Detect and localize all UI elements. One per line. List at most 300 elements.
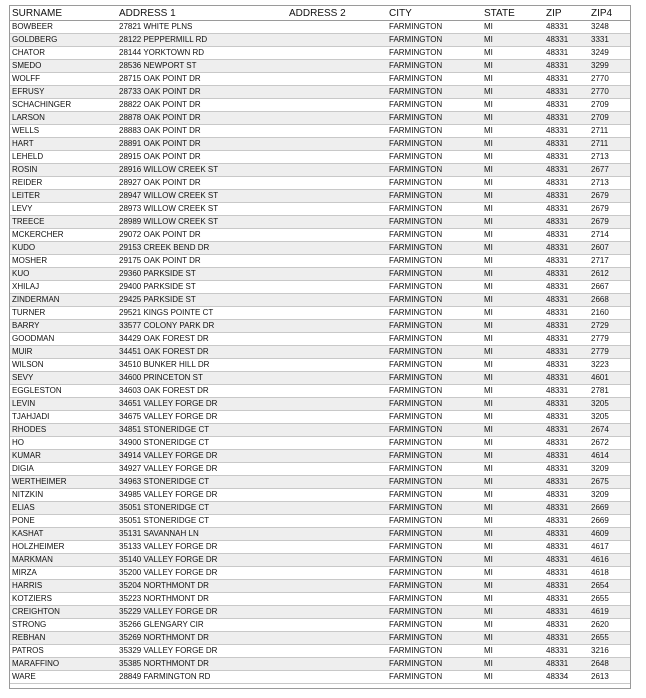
header-row <box>10 6 630 21</box>
zip4-cell: 2655 <box>589 593 630 606</box>
surname-cell: EGGLESTON <box>10 385 117 398</box>
city-cell: FARMINGTON <box>387 216 482 229</box>
state-cell: MI <box>482 60 544 73</box>
zip-cell: 48331 <box>544 593 589 606</box>
table-row <box>10 229 630 242</box>
city-cell: FARMINGTON <box>387 203 482 216</box>
zip4-cell: 2711 <box>589 138 630 151</box>
city-cell: FARMINGTON <box>387 437 482 450</box>
address-1-cell: 34600 PRINCETON ST <box>117 372 287 385</box>
table-row <box>10 567 630 580</box>
state-cell: MI <box>482 164 544 177</box>
state-cell: MI <box>482 229 544 242</box>
address-2-cell <box>287 554 387 567</box>
zip4-cell: 2709 <box>589 99 630 112</box>
city-cell: FARMINGTON <box>387 112 482 125</box>
state-cell: MI <box>482 606 544 619</box>
address-2-cell <box>287 164 387 177</box>
zip-cell: 48331 <box>544 34 589 47</box>
zip4-cell: 4601 <box>589 372 630 385</box>
zip4-cell: 2713 <box>589 177 630 190</box>
address-1-cell: 29072 OAK POINT DR <box>117 229 287 242</box>
state-cell: MI <box>482 203 544 216</box>
city-cell: FARMINGTON <box>387 73 482 86</box>
zip4-cell: 2160 <box>589 307 630 320</box>
table-row <box>10 359 630 372</box>
zip4-cell: 2607 <box>589 242 630 255</box>
address-2-cell <box>287 489 387 502</box>
zip4-cell: 4616 <box>589 554 630 567</box>
address-2-cell <box>287 73 387 86</box>
state-cell: MI <box>482 138 544 151</box>
table-row <box>10 190 630 203</box>
table-row <box>10 47 630 60</box>
zip4-cell: 2677 <box>589 164 630 177</box>
zip4-cell: 2655 <box>589 632 630 645</box>
city-cell: FARMINGTON <box>387 138 482 151</box>
zip-cell: 48331 <box>544 229 589 242</box>
address-2-cell <box>287 671 387 684</box>
state-cell: MI <box>482 385 544 398</box>
zip4-cell: 3331 <box>589 34 630 47</box>
surname-cell: LARSON <box>10 112 117 125</box>
zip-cell: 48331 <box>544 463 589 476</box>
state-cell: MI <box>482 424 544 437</box>
address-table-container <box>9 5 631 689</box>
city-cell: FARMINGTON <box>387 658 482 671</box>
zip-cell: 48331 <box>544 47 589 60</box>
zip4-cell: 2770 <box>589 86 630 99</box>
zip4-cell: 4617 <box>589 541 630 554</box>
state-cell: MI <box>482 242 544 255</box>
state-cell: MI <box>482 151 544 164</box>
city-cell: FARMINGTON <box>387 242 482 255</box>
city-cell: FARMINGTON <box>387 47 482 60</box>
address-1-cell: 28822 OAK POINT DR <box>117 99 287 112</box>
zip-cell: 48331 <box>544 541 589 554</box>
address-1-cell: 35329 VALLEY FORGE DR <box>117 645 287 658</box>
zip-cell: 48331 <box>544 125 589 138</box>
address-1-cell: 28849 FARMINGTON RD <box>117 671 287 684</box>
address-2-cell <box>287 502 387 515</box>
surname-cell: PONE <box>10 515 117 528</box>
zip4-cell: 3216 <box>589 645 630 658</box>
table-row <box>10 398 630 411</box>
city-cell: FARMINGTON <box>387 580 482 593</box>
zip-cell: 48331 <box>544 151 589 164</box>
address-1-cell: 35223 NORTHMONT DR <box>117 593 287 606</box>
address-2-cell <box>287 216 387 229</box>
city-cell: FARMINGTON <box>387 450 482 463</box>
address-2-cell <box>287 21 387 34</box>
address-2-cell <box>287 177 387 190</box>
zip-cell: 48331 <box>544 567 589 580</box>
zip4-cell: 2679 <box>589 216 630 229</box>
address-2-cell <box>287 346 387 359</box>
city-cell: FARMINGTON <box>387 99 482 112</box>
address-1-cell: 28536 NEWPORT ST <box>117 60 287 73</box>
table-row <box>10 151 630 164</box>
surname-cell: CREIGHTON <box>10 606 117 619</box>
zip-cell: 48331 <box>544 385 589 398</box>
state-cell: MI <box>482 125 544 138</box>
zip4-cell: 4618 <box>589 567 630 580</box>
address-1-cell: 35051 STONERIDGE CT <box>117 502 287 515</box>
surname-cell: WARE <box>10 671 117 684</box>
address-1-cell: 34900 STONERIDGE CT <box>117 437 287 450</box>
city-cell: FARMINGTON <box>387 554 482 567</box>
zip-cell: 48331 <box>544 60 589 73</box>
address-2-cell <box>287 86 387 99</box>
zip4-cell: 2781 <box>589 385 630 398</box>
table-row <box>10 424 630 437</box>
address-1-cell: 28122 PEPPERMILL RD <box>117 34 287 47</box>
table-row <box>10 489 630 502</box>
zip-cell: 48331 <box>544 632 589 645</box>
zip4-cell: 3205 <box>589 411 630 424</box>
surname-cell: STRONG <box>10 619 117 632</box>
address-2-cell <box>287 606 387 619</box>
column-header-zip4: ZIP4 <box>589 6 630 21</box>
address-2-cell <box>287 424 387 437</box>
zip-cell: 48331 <box>544 619 589 632</box>
city-cell: FARMINGTON <box>387 255 482 268</box>
state-cell: MI <box>482 268 544 281</box>
state-cell: MI <box>482 216 544 229</box>
zip4-cell: 2648 <box>589 658 630 671</box>
city-cell: FARMINGTON <box>387 593 482 606</box>
table-row <box>10 86 630 99</box>
city-cell: FARMINGTON <box>387 60 482 73</box>
zip4-cell: 2779 <box>589 333 630 346</box>
table-row <box>10 21 630 34</box>
state-cell: MI <box>482 372 544 385</box>
address-2-cell <box>287 125 387 138</box>
surname-cell: LEITER <box>10 190 117 203</box>
table-row <box>10 268 630 281</box>
address-1-cell: 29175 OAK POINT DR <box>117 255 287 268</box>
address-1-cell: 34651 VALLEY FORGE DR <box>117 398 287 411</box>
zip4-cell: 2779 <box>589 346 630 359</box>
zip-cell: 48331 <box>544 320 589 333</box>
zip4-cell: 3249 <box>589 47 630 60</box>
state-cell: MI <box>482 463 544 476</box>
address-2-cell <box>287 34 387 47</box>
zip-cell: 48331 <box>544 359 589 372</box>
zip-cell: 48331 <box>544 203 589 216</box>
city-cell: FARMINGTON <box>387 476 482 489</box>
state-cell: MI <box>482 99 544 112</box>
address-1-cell: 28144 YORKTOWN RD <box>117 47 287 60</box>
surname-cell: TURNER <box>10 307 117 320</box>
address-2-cell <box>287 398 387 411</box>
zip4-cell: 2713 <box>589 151 630 164</box>
address-2-cell <box>287 203 387 216</box>
state-cell: MI <box>482 86 544 99</box>
surname-cell: NITZKIN <box>10 489 117 502</box>
state-cell: MI <box>482 671 544 684</box>
address-2-cell <box>287 619 387 632</box>
state-cell: MI <box>482 476 544 489</box>
city-cell: FARMINGTON <box>387 268 482 281</box>
address-2-cell <box>287 476 387 489</box>
address-2-cell <box>287 450 387 463</box>
zip-cell: 48331 <box>544 255 589 268</box>
surname-cell: KUMAR <box>10 450 117 463</box>
table-row <box>10 372 630 385</box>
address-1-cell: 34851 STONERIDGE CT <box>117 424 287 437</box>
zip-cell: 48331 <box>544 164 589 177</box>
table-row <box>10 502 630 515</box>
state-cell: MI <box>482 515 544 528</box>
city-cell: FARMINGTON <box>387 385 482 398</box>
state-cell: MI <box>482 619 544 632</box>
table-row <box>10 333 630 346</box>
table-row <box>10 34 630 47</box>
address-2-cell <box>287 99 387 112</box>
address-1-cell: 29360 PARKSIDE ST <box>117 268 287 281</box>
zip4-cell: 4614 <box>589 450 630 463</box>
table-row <box>10 632 630 645</box>
address-2-cell <box>287 268 387 281</box>
surname-cell: WELLS <box>10 125 117 138</box>
surname-cell: KASHAT <box>10 528 117 541</box>
address-2-cell <box>287 463 387 476</box>
state-cell: MI <box>482 21 544 34</box>
address-2-cell <box>287 541 387 554</box>
address-2-cell <box>287 580 387 593</box>
address-1-cell: 28915 OAK POINT DR <box>117 151 287 164</box>
zip4-cell: 2620 <box>589 619 630 632</box>
city-cell: FARMINGTON <box>387 346 482 359</box>
state-cell: MI <box>482 645 544 658</box>
zip-cell: 48334 <box>544 671 589 684</box>
state-cell: MI <box>482 346 544 359</box>
city-cell: FARMINGTON <box>387 463 482 476</box>
state-cell: MI <box>482 177 544 190</box>
table-row <box>10 658 630 671</box>
zip-cell: 48331 <box>544 86 589 99</box>
state-cell: MI <box>482 294 544 307</box>
table-row <box>10 346 630 359</box>
table-row <box>10 307 630 320</box>
city-cell: FARMINGTON <box>387 632 482 645</box>
table-row <box>10 411 630 424</box>
zip4-cell: 2674 <box>589 424 630 437</box>
state-cell: MI <box>482 359 544 372</box>
zip-cell: 48331 <box>544 112 589 125</box>
address-1-cell: 35204 NORTHMONT DR <box>117 580 287 593</box>
table-row <box>10 112 630 125</box>
table-row <box>10 554 630 567</box>
state-cell: MI <box>482 190 544 203</box>
surname-cell: KUO <box>10 268 117 281</box>
table-row <box>10 450 630 463</box>
zip-cell: 48331 <box>544 372 589 385</box>
city-cell: FARMINGTON <box>387 502 482 515</box>
state-cell: MI <box>482 333 544 346</box>
address-2-cell <box>287 333 387 346</box>
zip4-cell: 3209 <box>589 463 630 476</box>
state-cell: MI <box>482 307 544 320</box>
zip4-cell: 2770 <box>589 73 630 86</box>
surname-cell: LEVIN <box>10 398 117 411</box>
address-2-cell <box>287 242 387 255</box>
table-row <box>10 281 630 294</box>
surname-cell: DIGIA <box>10 463 117 476</box>
state-cell: MI <box>482 255 544 268</box>
table-row <box>10 528 630 541</box>
zip-cell: 48331 <box>544 190 589 203</box>
zip-cell: 48331 <box>544 528 589 541</box>
surname-cell: TJAHJADI <box>10 411 117 424</box>
surname-cell: SEVY <box>10 372 117 385</box>
table-row <box>10 515 630 528</box>
address-1-cell: 28878 OAK POINT DR <box>117 112 287 125</box>
address-1-cell: 28989 WILLOW CREEK ST <box>117 216 287 229</box>
table-row <box>10 203 630 216</box>
table-row <box>10 606 630 619</box>
state-cell: MI <box>482 528 544 541</box>
zip4-cell: 2654 <box>589 580 630 593</box>
zip-cell: 48331 <box>544 515 589 528</box>
state-cell: MI <box>482 411 544 424</box>
address-2-cell <box>287 372 387 385</box>
column-header-address-2: ADDRESS 2 <box>287 6 387 21</box>
state-cell: MI <box>482 554 544 567</box>
table-row <box>10 476 630 489</box>
zip4-cell: 2669 <box>589 515 630 528</box>
zip-cell: 48331 <box>544 242 589 255</box>
address-1-cell: 35229 VALLEY FORGE DR <box>117 606 287 619</box>
zip4-cell: 3248 <box>589 21 630 34</box>
address-2-cell <box>287 112 387 125</box>
address-1-cell: 34510 BUNKER HILL DR <box>117 359 287 372</box>
surname-cell: RHODES <box>10 424 117 437</box>
address-1-cell: 27821 WHITE PLNS <box>117 21 287 34</box>
surname-cell: HART <box>10 138 117 151</box>
city-cell: FARMINGTON <box>387 606 482 619</box>
table-row <box>10 294 630 307</box>
address-1-cell: 28733 OAK POINT DR <box>117 86 287 99</box>
address-1-cell: 28927 OAK POINT DR <box>117 177 287 190</box>
address-2-cell <box>287 60 387 73</box>
surname-cell: MUIR <box>10 346 117 359</box>
address-2-cell <box>287 593 387 606</box>
table-row <box>10 164 630 177</box>
table-row <box>10 645 630 658</box>
zip-cell: 48331 <box>544 99 589 112</box>
surname-cell: MIRZA <box>10 567 117 580</box>
city-cell: FARMINGTON <box>387 333 482 346</box>
city-cell: FARMINGTON <box>387 151 482 164</box>
zip4-cell: 2667 <box>589 281 630 294</box>
column-header-surname: SURNAME <box>10 6 117 21</box>
address-2-cell <box>287 307 387 320</box>
table-row <box>10 541 630 554</box>
table-row <box>10 177 630 190</box>
zip-cell: 48331 <box>544 307 589 320</box>
zip4-cell: 4619 <box>589 606 630 619</box>
state-cell: MI <box>482 398 544 411</box>
address-1-cell: 35200 VALLEY FORGE DR <box>117 567 287 580</box>
surname-cell: CHATOR <box>10 47 117 60</box>
state-cell: MI <box>482 502 544 515</box>
surname-cell: MOSHER <box>10 255 117 268</box>
zip4-cell: 4609 <box>589 528 630 541</box>
zip4-cell: 2669 <box>589 502 630 515</box>
column-header-city: CITY <box>387 6 482 21</box>
state-cell: MI <box>482 320 544 333</box>
zip4-cell: 3205 <box>589 398 630 411</box>
zip-cell: 48331 <box>544 73 589 86</box>
table-row <box>10 255 630 268</box>
surname-cell: ROSIN <box>10 164 117 177</box>
table-row <box>10 138 630 151</box>
surname-cell: SMEDO <box>10 60 117 73</box>
address-1-cell: 34675 VALLEY FORGE DR <box>117 411 287 424</box>
city-cell: FARMINGTON <box>387 281 482 294</box>
address-table <box>10 6 630 684</box>
state-cell: MI <box>482 34 544 47</box>
address-1-cell: 28916 WILLOW CREEK ST <box>117 164 287 177</box>
surname-cell: WILSON <box>10 359 117 372</box>
zip-cell: 48331 <box>544 437 589 450</box>
address-2-cell <box>287 658 387 671</box>
zip-cell: 48331 <box>544 450 589 463</box>
address-1-cell: 34603 OAK FOREST DR <box>117 385 287 398</box>
zip-cell: 48331 <box>544 554 589 567</box>
zip-cell: 48331 <box>544 411 589 424</box>
address-2-cell <box>287 47 387 60</box>
address-1-cell: 34429 OAK FOREST DR <box>117 333 287 346</box>
surname-cell: XHILAJ <box>10 281 117 294</box>
surname-cell: LEHELD <box>10 151 117 164</box>
address-1-cell: 33577 COLONY PARK DR <box>117 320 287 333</box>
address-1-cell: 34451 OAK FOREST DR <box>117 346 287 359</box>
table-row <box>10 320 630 333</box>
zip-cell: 48331 <box>544 216 589 229</box>
state-cell: MI <box>482 593 544 606</box>
state-cell: MI <box>482 489 544 502</box>
address-1-cell: 34927 VALLEY FORGE DR <box>117 463 287 476</box>
table-row <box>10 216 630 229</box>
surname-cell: MCKERCHER <box>10 229 117 242</box>
table-row <box>10 593 630 606</box>
surname-cell: HARRIS <box>10 580 117 593</box>
state-cell: MI <box>482 567 544 580</box>
surname-cell: EFRUSY <box>10 86 117 99</box>
address-1-cell: 35051 STONERIDGE CT <box>117 515 287 528</box>
column-header-state: STATE <box>482 6 544 21</box>
table-row <box>10 437 630 450</box>
address-2-cell <box>287 151 387 164</box>
state-cell: MI <box>482 112 544 125</box>
address-2-cell <box>287 645 387 658</box>
address-2-cell <box>287 632 387 645</box>
city-cell: FARMINGTON <box>387 34 482 47</box>
city-cell: FARMINGTON <box>387 411 482 424</box>
table-row <box>10 619 630 632</box>
state-cell: MI <box>482 73 544 86</box>
address-1-cell: 35140 VALLEY FORGE DR <box>117 554 287 567</box>
address-1-cell: 34985 VALLEY FORGE DR <box>117 489 287 502</box>
zip-cell: 48331 <box>544 580 589 593</box>
table-row <box>10 242 630 255</box>
address-2-cell <box>287 528 387 541</box>
table-row <box>10 671 630 684</box>
zip-cell: 48331 <box>544 21 589 34</box>
